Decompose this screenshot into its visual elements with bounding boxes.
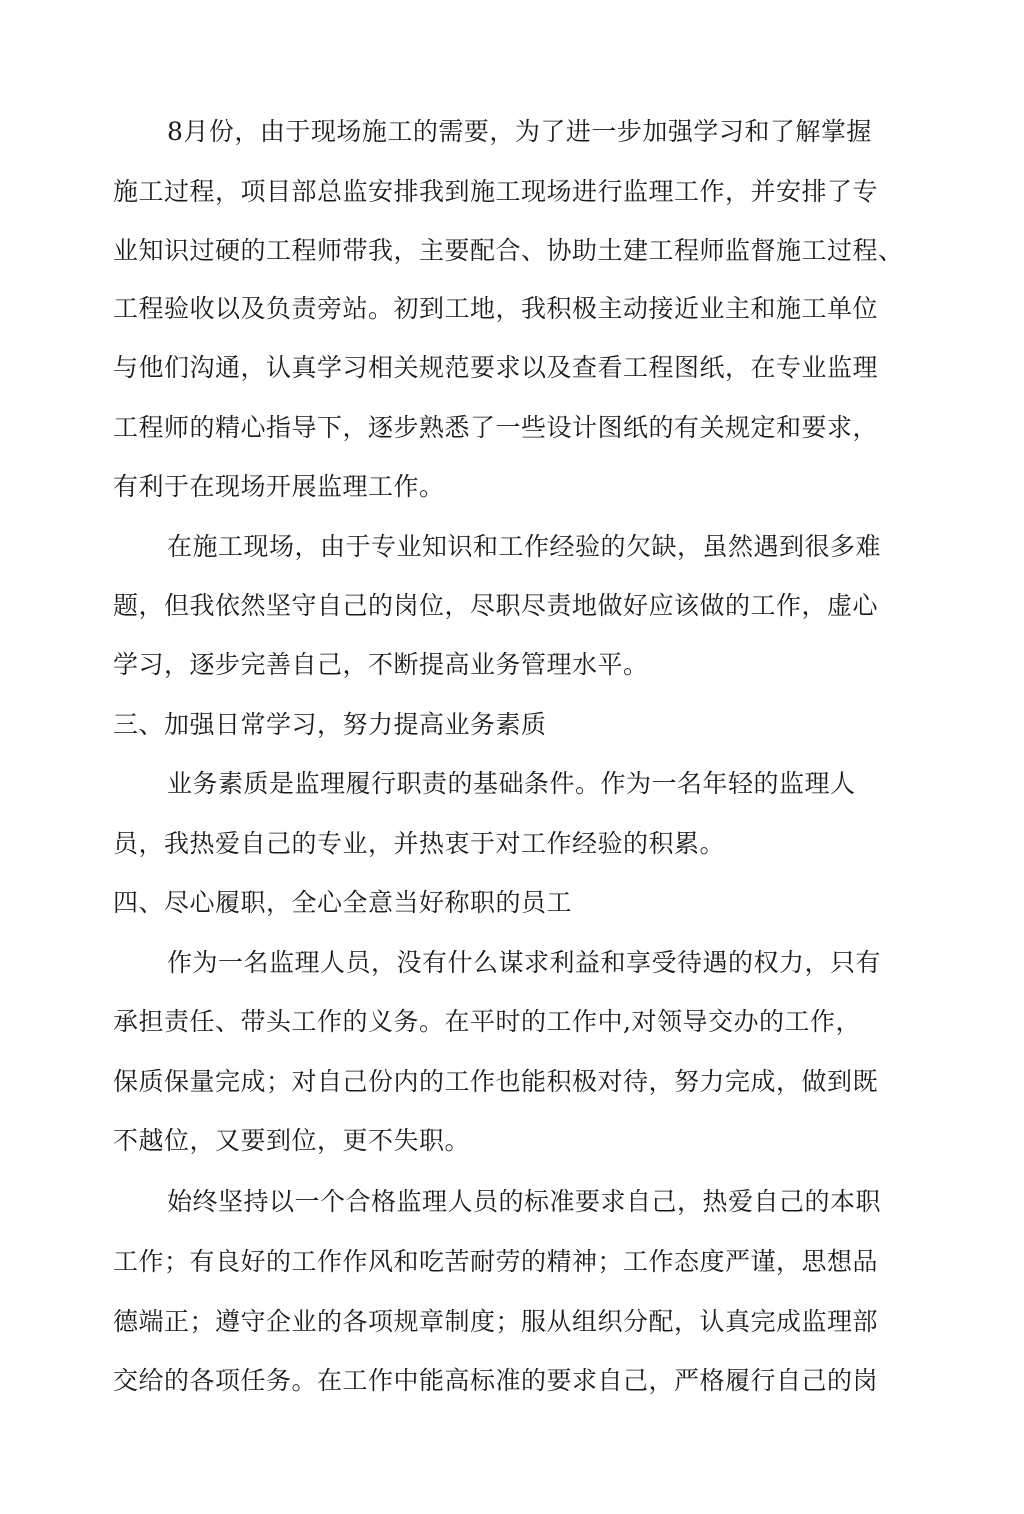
text-line: 不越位，又要到位，更不失职。 xyxy=(113,1126,471,1155)
text-line: 在施工现场，由于专业知识和工作经验的欠缺，虽然遇到很多难 xyxy=(167,532,882,561)
section-heading: 三、加强日常学习，努力提高业务素质 xyxy=(113,710,547,739)
text-line: 德端正；遵守企业的各项规章制度；服从组织分配，认真完成监理部 xyxy=(113,1307,879,1336)
text-line: 8月份，由于现场施工的需要，为了进一步加强学习和了解掌握 xyxy=(167,117,872,146)
text-line: 始终坚持以一个合格监理人员的标准要求自己，热爱自己的本职 xyxy=(167,1187,882,1216)
text-line: 作为一名监理人员，没有什么谋求利益和享受待遇的权力，只有 xyxy=(167,948,882,977)
text-line: 施工过程，项目部总监安排我到施工现场进行监理工作，并安排了专 xyxy=(113,177,879,206)
text-line: 承担责任、带头工作的义务。在平时的工作中,对领导交办的工作， xyxy=(113,1007,861,1036)
text-line: 保质保量完成；对自己份内的工作也能积极对待，努力完成，做到既 xyxy=(113,1067,879,1096)
text-line: 题，但我依然坚守自己的岗位，尽职尽责地做好应该做的工作，虚心 xyxy=(113,591,879,620)
text-line: 工程验收以及负责旁站。初到工地，我积极主动接近业主和施工单位 xyxy=(113,294,879,323)
text-line: 工程师的精心指导下，逐步熟悉了一些设计图纸的有关规定和要求， xyxy=(113,413,879,442)
text-line: 交给的各项任务。在工作中能高标准的要求自己，严格履行自己的岗 xyxy=(113,1366,879,1395)
section-heading: 四、尽心履职，全心全意当好称职的员工 xyxy=(113,888,573,917)
text-line: 有利于在现场开展监理工作。 xyxy=(113,472,445,501)
text-line: 员，我热爱自己的专业，并热衷于对工作经验的积累。 xyxy=(113,829,726,858)
text-line: 与他们沟通，认真学习相关规范要求以及查看工程图纸，在专业监理 xyxy=(113,353,879,382)
text-line: 工作；有良好的工作作风和吃苦耐劳的精神；工作态度严谨，思想品 xyxy=(113,1247,879,1276)
text-line: 学习，逐步完善自己，不断提高业务管理水平。 xyxy=(113,650,649,679)
text-line: 业务素质是监理履行职责的基础条件。作为一名年轻的监理人 xyxy=(167,769,856,798)
text-line: 业知识过硬的工程师带我，主要配合、协助土建工程师监督施工过程、 xyxy=(113,236,904,265)
